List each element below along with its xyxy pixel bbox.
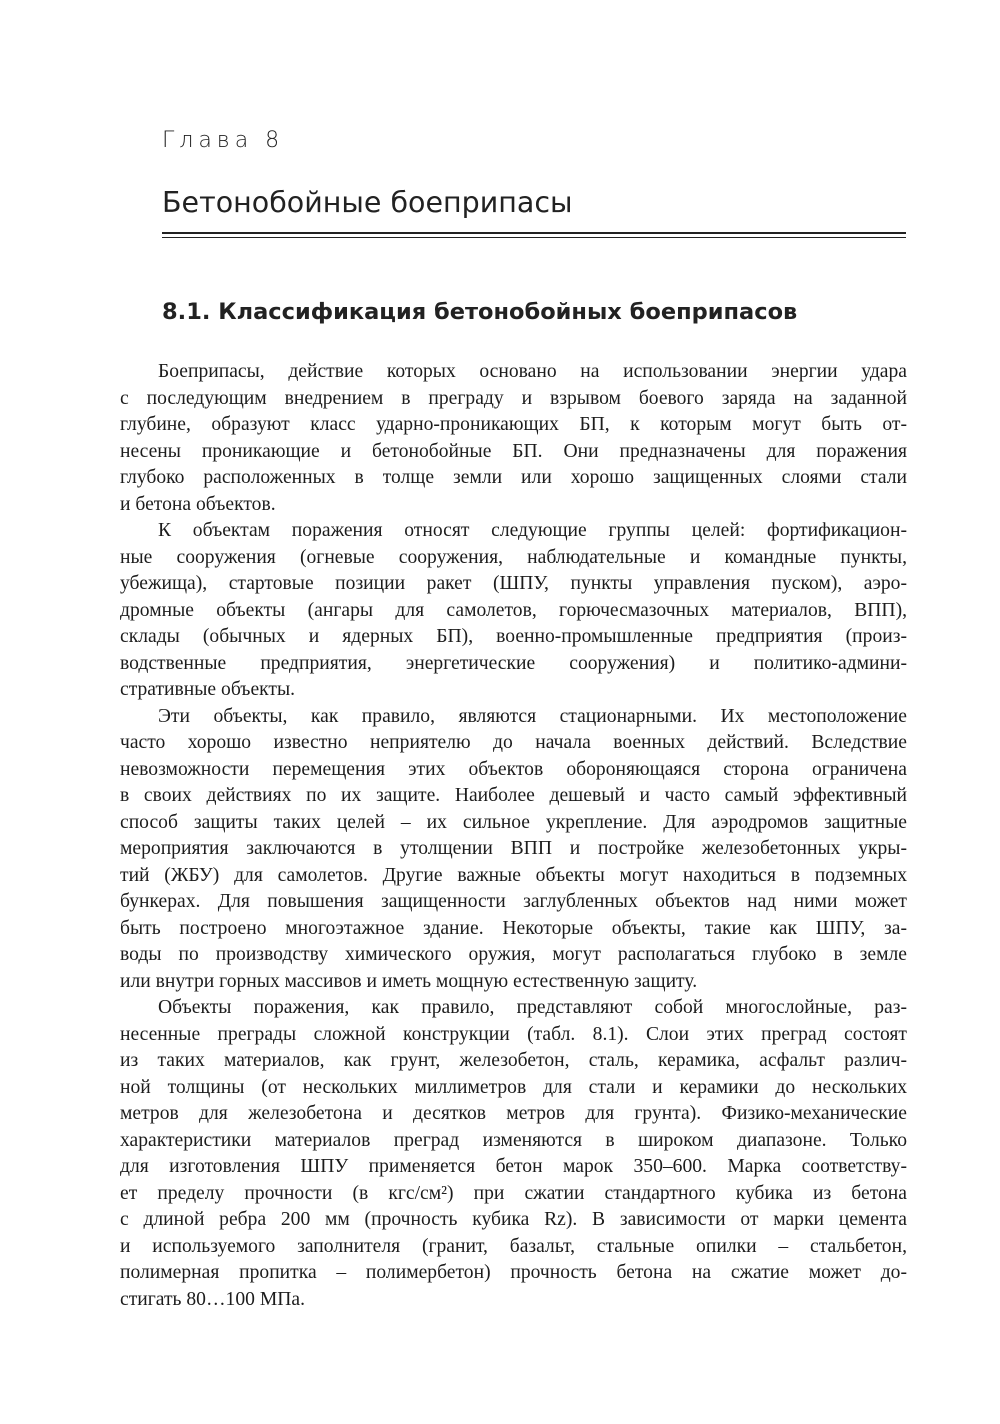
text-line: ной толщины (от нескольких миллиметров для стали и керамики до нескольких (120, 1076, 907, 1098)
text-line: ные сооружения (огневые сооружения, наблюдательные и командные пункты, (120, 546, 907, 568)
paragraph (120, 995, 907, 1313)
text-line: быть построено многоэтажное здание. Некоторые объекты, такие как ШПУ, за- (120, 917, 907, 939)
text-line: часто хорошо известно неприятелю до начала военных действий. Вследствие (120, 732, 907, 753)
section-title: Классификация бетонобойных боеприпасов (218, 299, 798, 325)
text-line: тий (ЖБУ) для самолетов. Другие важные объекты могут находиться в подземных (120, 864, 907, 886)
text-line: характеристики материалов преград изменяются в широком диапазоне. Только (120, 1129, 907, 1151)
text-line: Эти объекты, как правило, являются стационарными. Их местоположение (158, 705, 907, 727)
text-line: Боеприпасы, действие которых основано на использовании энергии удара (158, 361, 907, 382)
body-text (120, 359, 907, 1313)
title-rule-thick (162, 232, 906, 234)
text-line: мероприятия заключаются в утолщении ВПП и постройке железобетонных укры- (120, 838, 907, 859)
chapter-label: Глава 8 (162, 128, 285, 153)
text-line: с последующим внедрением в преграду и взрывом боевого заряда на заданной (120, 387, 907, 409)
text-line: глубоко расположенных в толще земли или хорошо защищенных слоями стали (120, 467, 907, 488)
text-line: полимерная пропитка – полимербетон) прочность бетона на сжатие может до- (120, 1262, 907, 1283)
text-line: убежища), стартовые позиции ракет (ШПУ, пункты управления пуском), аэро- (120, 573, 907, 594)
text-line: метров для железобетона и десятков метров для грунта). Физико-механические (120, 1103, 907, 1124)
paragraph (120, 359, 907, 518)
paragraph (120, 518, 907, 704)
text-line: и бетона объектов. (120, 493, 276, 515)
text-line: водственные предприятия, энергетические сооружения) и политико-админи- (120, 652, 907, 674)
section-heading (162, 299, 797, 325)
text-line: склады (обычных и ядерных БП), военно-промышленные предприятия (произ- (120, 626, 907, 647)
text-line: бункерах. Для повышения защищенности заглубленных объектов над ними может (120, 891, 907, 912)
text-line: К объектам поражения относят следующие группы целей: фортификацион- (158, 520, 907, 541)
text-line: или внутри горных массивов и иметь мощную естественную защиту. (120, 970, 698, 992)
text-line: дромные объекты (ангары для самолетов, горючесмазочных материалов, ВПП), (120, 599, 907, 621)
text-line: для изготовления ШПУ применяется бетон марок 350–600. Марка соответству- (120, 1156, 907, 1177)
title-rule-thin (162, 237, 906, 238)
text-line: невозможности перемещения этих объектов обороняющаяся сторона ограничена (120, 758, 907, 780)
paragraph (120, 704, 907, 996)
text-line: из таких материалов, как грунт, железобетон, сталь, керамика, асфальт различ- (120, 1050, 907, 1071)
text-line: стигать 80…100 МПа. (120, 1288, 306, 1310)
text-line: в своих действиях по их защите. Наиболее дешевый и часто самый эффективный (120, 785, 907, 806)
text-line: способ защиты таких целей – их сильное укрепление. Для аэродромов защитные (120, 811, 907, 833)
text-line: воды по производству химического оружия, могут располагаться глубоко в земле (120, 944, 907, 965)
text-line: с длиной ребра 200 мм (прочность кубика Rz). В зависимости от марки цемента (120, 1209, 907, 1230)
text-line: и используемого заполнителя (гранит, базальт, стальные опилки – стальбетон, (120, 1235, 907, 1257)
text-line: ет пределу прочности (в кгс/см²) при сжатии стандартного кубика из бетона (120, 1182, 907, 1204)
text-line: Объекты поражения, как правило, представляют собой многослойные, раз- (158, 997, 907, 1018)
chapter-title: Бетонобойные боеприпасы (162, 186, 573, 219)
text-line: глубине, образуют класс ударно-проникающих БП, к которым могут быть от- (120, 414, 907, 435)
text-line: стративные объекты. (120, 679, 296, 700)
text-line: несенные преграды сложной конструкции (табл. 8.1). Слои этих преград состоят (120, 1023, 907, 1045)
text-line: несены проникающие и бетонобойные БП. Они предназначены для поражения (120, 440, 907, 462)
section-number: 8.1. (162, 299, 211, 325)
